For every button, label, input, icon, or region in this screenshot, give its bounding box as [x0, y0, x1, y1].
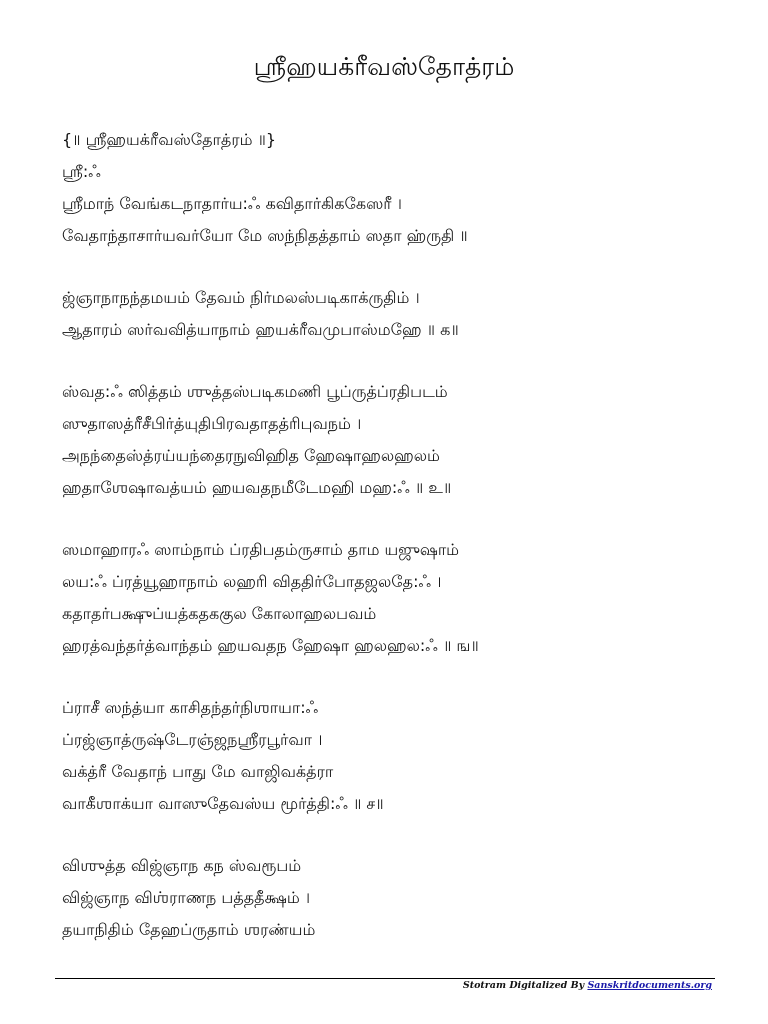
- stanza: [62, 376, 722, 504]
- stanza-gap: [62, 820, 722, 850]
- verse-line: வேதாந்தாசார்யவர்யோ மே ஸந்நிதத்தாம் ஸதா ஹ்ருதி ॥: [62, 226, 468, 245]
- verse-line: அநந்தைஸ்த்ரய்யந்தைரநுவிஹித ஹேஷாஹலஹலம்: [62, 446, 440, 465]
- verse-line: ஶ்ரீ:ஃ: [62, 162, 101, 181]
- stanza-gap: [62, 252, 722, 282]
- verse-line: வக்த்ரீ வேதாந் பாது மே வாஜிவக்த்ரா: [62, 762, 334, 781]
- stanza-gap: [62, 346, 722, 376]
- footer-prefix: Stotram Digitalized By: [462, 980, 588, 991]
- stanza: [62, 124, 722, 252]
- stanza-gap: [62, 662, 722, 692]
- verse-line: ஆதாரம் ஸர்வவித்யாநாம் ஹயக்ரீவமுபாஸ்மஹே ॥ க॥: [62, 320, 459, 339]
- stanza: [62, 282, 722, 346]
- stotram-body: [62, 124, 722, 946]
- verse-line: ஹதாஶேஷாவத்யம் ஹயவதநமீடேமஹி மஹ:ஃ ॥ உ॥: [62, 478, 452, 497]
- verse-line: ஜ்ஞாநாநந்தமயம் தேவம் நிர்மலஸ்படிகாக்ருதிம் ।: [62, 288, 420, 307]
- verse-line: ஶ்ரீமாந் வேங்கடநாதார்ய:ஃ கவிதார்கிககேஸரீ ।: [62, 194, 402, 213]
- verse-line: ஸுதாஸத்ரீசீபிர்த்யுதிபிரவதாதத்ரிபுவநம் ।: [62, 414, 362, 433]
- stanza: [62, 850, 722, 946]
- verse-line: ஸ்வத:ஃ ஸித்தம் ஶுத்தஸ்படிகமணி பூப்ருத்ப்ரதிபடம்: [62, 382, 448, 401]
- page-title: ஶ்ரீஹயக்ரீவஸ்தோத்ரம்: [253, 52, 515, 81]
- verse-line: கதாதர்பக்ஷுப்யத்கதககுல கோலாஹலபவம்: [62, 604, 377, 623]
- verse-line: லய:ஃ ப்ரத்யூஹாநாம் லஹரி விததிர்போதஜலதே:ஃ ।: [62, 572, 442, 591]
- verse-line: ஸமாஹாரஃ ஸாம்நாம் ப்ரதிபதம்ருசாம் தாம யஜுஷாம்: [62, 540, 460, 559]
- verse-line: விஶுத்த விஜ்ஞாந கந ஸ்வரூபம்: [62, 856, 302, 875]
- verse-line: தயாநிதிம் தேஹப்ருதாம் ஶரண்யம்: [62, 920, 316, 939]
- footer-divider: [55, 978, 715, 979]
- stanza: [62, 692, 722, 820]
- stanza: [62, 534, 722, 662]
- verse-line: ப்ராசீ ஸந்த்யா காசிதந்தர்நிஶாயா:ஃ: [62, 698, 319, 717]
- verse-line: ப்ரஜ்ஞாத்ருஷ்டேரஞ்ஜநஶ்ரீரபூர்வா ।: [62, 730, 323, 749]
- verse-line: விஜ்ஞாந விஶ்ராணந பத்ததீக்ஷம் ।: [62, 888, 311, 907]
- verse-line: {॥ ஶ்ரீஹயக்ரீவஸ்தோத்ரம் ॥}: [62, 130, 277, 149]
- footer-credit: [463, 980, 712, 991]
- sanskritdocuments-link[interactable]: Sanskritdocuments.org: [587, 980, 712, 991]
- stanza-gap: [62, 504, 722, 534]
- verse-line: வாகீஶாக்யா வாஸுதேவஸ்ய மூர்த்தி:ஃ ॥ ச॥: [62, 794, 384, 813]
- verse-line: ஹரத்வந்தர்த்வாந்தம் ஹயவதந ஹேஷா ஹலஹல:ஃ ॥ ங॥: [62, 636, 479, 655]
